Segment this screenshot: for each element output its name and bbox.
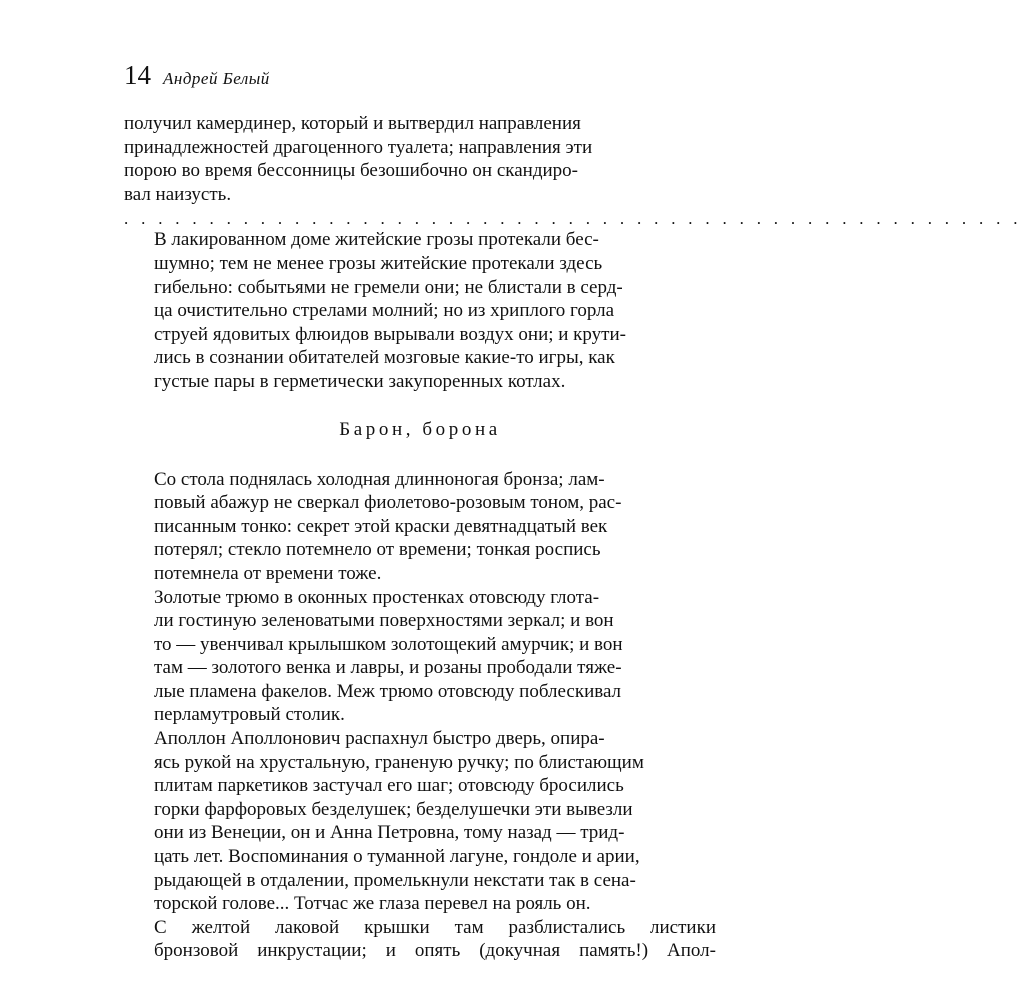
running-head-author: Андрей Белый	[163, 69, 270, 88]
text-line: потерял; стекло потемнело от времени; тонкая роспись	[154, 539, 601, 561]
text-line: густые пары в герметически закупоренных котлах.	[154, 370, 566, 392]
paragraph	[124, 916, 716, 963]
text-line: гибельно: событьями не гремели они; не блистали в серд-	[154, 276, 623, 298]
text-line: С желтой лаковой крышки там разблистались листики	[154, 916, 716, 938]
text-line: то — увенчивал крылышком золотощекий амурчик; и вон	[154, 633, 623, 655]
paragraph	[124, 228, 716, 393]
paragraph	[124, 468, 716, 586]
text-line: шумно; тем не менее грозы житейские протекали здесь	[154, 252, 603, 274]
text-line: бронзовой инкрустации; и опять (докучная память!) Апол-	[154, 940, 716, 962]
text-line: писанным тонко: секрет этой краски девятнадцатый век	[154, 515, 608, 537]
text-line: получил камердинер, который и вытвердил направления	[124, 113, 581, 134]
text-line: повый абажур не сверкал фиолетово-розовым тоном, рас-	[154, 492, 622, 514]
text-line: вал наизусть.	[124, 183, 232, 205]
text-line: ли гостиную зеленоватыми поверхностями зеркал; и вон	[154, 610, 614, 632]
text-block-bottom	[124, 468, 716, 963]
text-line: ца очистительно стрелами молний; но из хриплого горла	[154, 300, 615, 322]
section-title: Барон, борона	[339, 418, 501, 440]
text-line: Со стола поднялась холодная длинноногая бронза; лам-	[154, 468, 605, 490]
text-line: Золотые трюмо в оконных простенках отовсюду глота-	[154, 586, 600, 608]
text-line: лые пламена факелов. Меж трюмо отовсюду поблескивал	[154, 680, 622, 702]
paragraph	[124, 586, 716, 728]
page-header	[124, 60, 716, 100]
text-block-middle	[124, 228, 716, 393]
text-line: цать лет. Воспоминания о туманной лагуне, гондоле и арии,	[154, 846, 640, 868]
text-line: лись в сознании обитателей мозговые какие-то игры, как	[154, 347, 615, 369]
text-line: перламутровый столик.	[154, 704, 345, 726]
text-line: горки фарфоровых безделушек; безделушечки эти вывезли	[154, 798, 633, 820]
text-line: В лакированном доме житейские грозы протекали бес-	[154, 229, 599, 251]
text-line: плитам паркетиков застучал его шаг; отовсюду бросились	[154, 775, 624, 797]
text-line: ясь рукой на хрустальную, граненую ручку; по блистающим	[154, 751, 644, 773]
book-page	[124, 60, 1022, 963]
page-number: 14	[124, 60, 151, 90]
scene-separator: . . . . . . . . . . . . . . . . . . . . . . . . . . . . . . . . . . . . . . . . . . . . . . . . . . . . .	[124, 209, 1022, 229]
text-line: потемнела от времени тоже.	[154, 562, 382, 584]
text-line: они из Венеции, он и Анна Петровна, тому назад — трид-	[154, 822, 625, 844]
text-line: струей ядовитых флюидов вырывали воздух они; и крути-	[154, 323, 626, 345]
paragraph	[124, 112, 716, 206]
text-line: порою во время бессонницы безошибочно он скандиро-	[124, 160, 578, 182]
paragraph	[124, 727, 716, 916]
text-line: торской голове... Тотчас же глаза перевел на рояль он.	[154, 893, 591, 915]
text-line: Аполлон Аполлонович распахнул быстро дверь, опира-	[154, 728, 605, 750]
text-block-top	[124, 112, 716, 206]
text-line: рыдающей в отдалении, промелькнули некстати так в сена-	[154, 869, 636, 891]
text-line: там — золотого венка и лавры, и розаны прободали тяже-	[154, 657, 622, 679]
text-line: принадлежностей драгоценного туалета; направления эти	[124, 136, 593, 158]
